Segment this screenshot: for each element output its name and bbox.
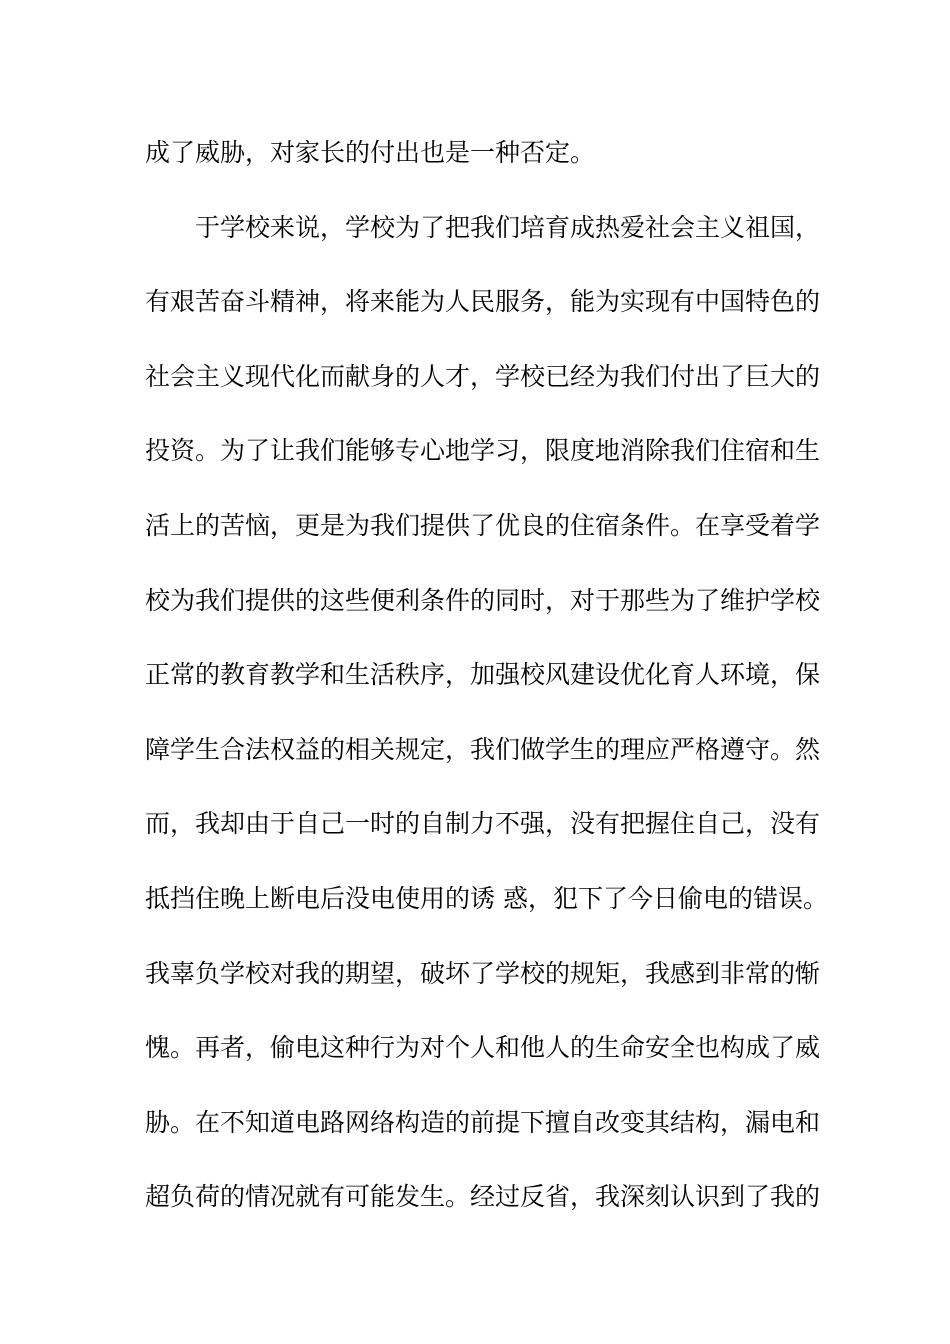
text-line: 障学生合法权益的相关规定，我们做学生的理应严格遵守。然 (145, 734, 821, 764)
body-text (145, 128, 828, 1247)
paragraph-first-line: 于学校来说，学校为了把我们培育成热爱社会主义祖国， (195, 212, 821, 242)
text-line: 社会主义现代化而献身的人才，学校已经为我们付出了巨大的 (145, 361, 821, 391)
text-line: 成了威胁，对家长的付出也是一种否定。 (145, 138, 596, 167)
text-line: 我辜负学校对我的期望，破坏了学校的规矩，我感到非常的惭 (145, 958, 821, 988)
text-line: 胁。在不知道电路网络构造的前提下擅自改变其结构，漏电和 (145, 1107, 821, 1137)
text-line: 投资。为了让我们能够专心地学习，限度地消除我们住宿和生 (145, 436, 821, 466)
text-line: 而，我却由于自己一时的自制力不强，没有把握住自己，没有 (145, 809, 821, 839)
text-line: 活上的苦恼，更是为我们提供了优良的住宿条件。在享受着学 (145, 510, 821, 540)
text-line: 愧。再者，偷电这种行为对个人和他人的生命安全也构成了威 (145, 1033, 821, 1063)
text-line: 超负荷的情况就有可能发生。经过反省，我深刻认识到了我的 (145, 1182, 821, 1212)
text-line: 抵挡住晚上断电后没电使用的诱 惑，犯下了今日偷电的错误。 (145, 883, 828, 913)
text-line: 有艰苦奋斗精神，将来能为人民服务，能为实现有中国特色的 (145, 287, 821, 317)
text-line: 校为我们提供的这些便利条件的同时，对于那些为了维护学校 (145, 585, 821, 615)
text-line: 正常的教育教学和生活秩序，加强校风建设优化育人环境，保 (145, 660, 821, 690)
